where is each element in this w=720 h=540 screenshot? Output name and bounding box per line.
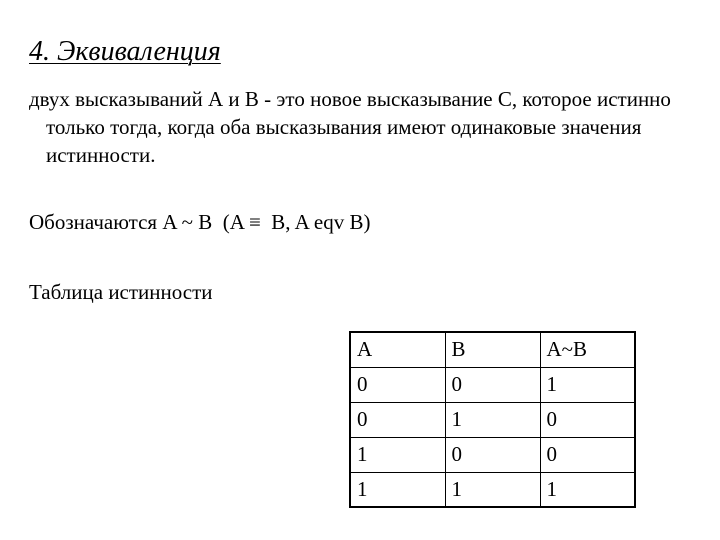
table-cell: 0 — [445, 367, 540, 402]
table-cell: 1 — [540, 367, 635, 402]
table-cell: 0 — [350, 402, 445, 437]
truth-table-header-row — [350, 332, 635, 367]
notation-text: Обозначаются A ~ B (A ≡ B, A eqv B) — [29, 210, 371, 234]
table-caption: Таблица истинности — [29, 280, 213, 304]
truth-table — [349, 331, 636, 508]
table-cell: 1 — [445, 472, 540, 507]
table-cell: 1 — [350, 472, 445, 507]
header-cell-result: A~B — [540, 332, 635, 367]
table-row — [350, 367, 635, 402]
slide-heading: 4. Эквиваленция — [29, 36, 221, 67]
table-cell: 0 — [350, 367, 445, 402]
table-row — [350, 402, 635, 437]
table-cell: 1 — [540, 472, 635, 507]
table-cell: 0 — [540, 402, 635, 437]
table-row — [350, 472, 635, 507]
table-cell: 0 — [445, 437, 540, 472]
table-cell: 1 — [350, 437, 445, 472]
header-cell-b: B — [445, 332, 540, 367]
definition-text: двух высказываний А и В - это новое высказывание С, которое истинно только тогда, когда оба высказывания имеют одинаковые значения истинности. — [29, 87, 671, 167]
table-row — [350, 437, 635, 472]
table-cell: 0 — [540, 437, 635, 472]
table-cell: 1 — [445, 402, 540, 437]
header-cell-a: A — [350, 332, 445, 367]
